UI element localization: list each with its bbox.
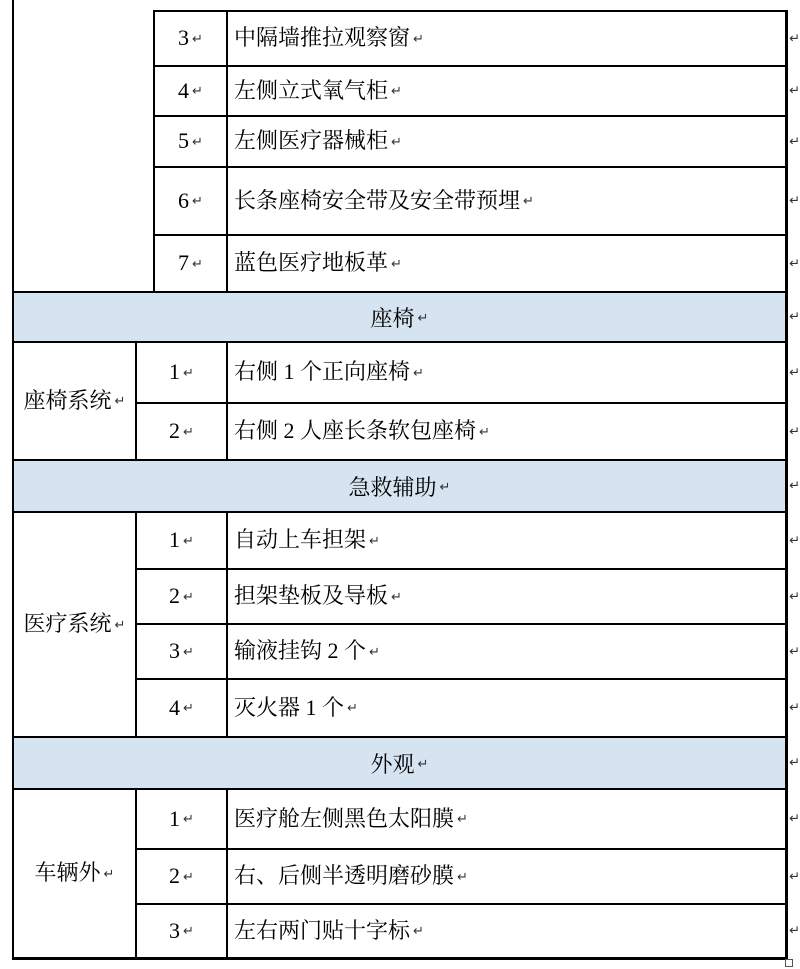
paragraph-mark-icon: ↵ <box>192 84 203 100</box>
row-desc-cell <box>228 343 785 402</box>
table-row <box>155 10 800 65</box>
row-number-cell <box>137 790 228 848</box>
row-desc-cell <box>228 570 785 623</box>
paragraph-mark-icon: ↵ <box>192 134 203 150</box>
table-row <box>137 790 800 848</box>
band-header-appearance <box>14 736 800 790</box>
table-row <box>137 903 800 957</box>
row-desc: 左右两门贴十字标 <box>234 917 411 943</box>
row-desc-cell <box>228 850 785 903</box>
section-label <box>14 513 137 736</box>
paragraph-mark-icon: ↵ <box>114 617 126 633</box>
row-desc-cell <box>228 168 785 234</box>
table-row <box>155 115 800 166</box>
paragraph-mark-icon: ↵ <box>417 310 429 326</box>
end-of-row-mark-icon: ↵ <box>789 424 800 439</box>
paragraph-mark-icon: ↵ <box>103 866 115 882</box>
table-row <box>137 848 800 903</box>
paragraph-mark-icon: ↵ <box>183 589 194 605</box>
end-of-row-mark-icon: ↵ <box>789 309 800 325</box>
row-number-cell <box>137 513 228 568</box>
section-label-text: 车辆外 <box>34 860 101 886</box>
row-number: 4 <box>169 694 181 720</box>
spec-table <box>12 10 800 960</box>
row-number: 6 <box>178 187 190 213</box>
row-number: 2 <box>169 583 181 609</box>
paragraph-mark-icon: ↵ <box>183 812 194 828</box>
row-desc: 输液挂钩 2 个 <box>234 638 367 664</box>
paragraph-mark-icon: ↵ <box>457 812 468 828</box>
row-number-cell <box>155 12 228 65</box>
paragraph-mark-icon: ↵ <box>192 194 203 210</box>
band-header-seats <box>14 291 800 343</box>
end-of-row-mark-icon: ↵ <box>789 589 800 604</box>
section-seat-system <box>14 343 800 459</box>
row-desc: 医疗舱左侧黑色太阳膜 <box>234 805 455 831</box>
paragraph-mark-icon: ↵ <box>369 644 380 660</box>
paragraph-mark-icon: ↵ <box>417 756 429 772</box>
row-number: 1 <box>169 527 181 553</box>
table-left-border-stub <box>12 0 14 10</box>
row-number: 5 <box>178 128 190 154</box>
paragraph-mark-icon: ↵ <box>391 256 402 272</box>
row-number: 1 <box>169 805 181 831</box>
row-number: 7 <box>178 250 190 276</box>
end-of-row-mark-icon: ↵ <box>789 365 800 380</box>
row-desc-cell <box>228 12 785 65</box>
row-desc: 担架垫板及导板 <box>234 583 389 609</box>
row-desc: 长条座椅安全带及安全带预埋 <box>234 187 521 213</box>
end-of-row-mark-icon: ↵ <box>789 923 800 939</box>
end-of-row-mark-icon: ↵ <box>789 755 800 771</box>
row-desc-cell <box>228 790 785 848</box>
end-of-row-mark-icon: ↵ <box>789 700 800 716</box>
paragraph-mark-icon: ↵ <box>457 869 468 885</box>
band-title: 急救辅助 <box>348 474 437 500</box>
end-of-row-mark-icon: ↵ <box>789 533 800 548</box>
paragraph-mark-icon: ↵ <box>183 644 194 660</box>
row-number: 3 <box>178 25 190 51</box>
table-row <box>137 402 800 459</box>
row-number: 3 <box>169 638 181 664</box>
paragraph-mark-icon: ↵ <box>183 533 194 549</box>
paragraph-mark-icon: ↵ <box>391 84 402 100</box>
row-number-cell <box>137 343 228 402</box>
row-number: 2 <box>169 418 181 444</box>
paragraph-mark-icon: ↵ <box>523 194 534 210</box>
section-medical-system <box>14 513 800 736</box>
paragraph-mark-icon: ↵ <box>192 31 203 47</box>
row-desc: 左侧立式氧气柜 <box>234 77 389 103</box>
paragraph-mark-icon: ↵ <box>183 701 194 717</box>
paragraph-mark-icon: ↵ <box>391 589 402 605</box>
row-number: 3 <box>169 917 181 943</box>
row-number-cell <box>155 117 228 166</box>
table-row <box>137 343 800 402</box>
row-desc: 右侧 1 个正向座椅 <box>234 359 411 385</box>
row-desc: 自动上车担架 <box>234 527 367 553</box>
table-row <box>137 678 800 736</box>
row-desc-cell <box>228 513 785 568</box>
end-of-row-mark-icon: ↵ <box>789 811 800 827</box>
row-desc-cell <box>228 236 785 291</box>
section-label <box>14 790 137 957</box>
row-number: 4 <box>178 77 190 103</box>
row-desc: 灭火器 1 个 <box>234 694 345 720</box>
row-desc-cell <box>228 67 785 115</box>
paragraph-mark-icon: ↵ <box>369 533 380 549</box>
band-title: 座椅 <box>370 305 415 331</box>
end-of-row-mark-icon: ↵ <box>789 869 800 884</box>
row-desc-cell <box>228 404 785 459</box>
end-of-row-mark-icon: ↵ <box>789 256 800 271</box>
section-label-text: 座椅系统 <box>23 387 112 413</box>
section-continued <box>14 10 800 291</box>
row-number-cell <box>155 236 228 291</box>
table-row <box>155 234 800 291</box>
row-number-cell <box>137 905 228 957</box>
end-of-row-mark-icon: ↵ <box>789 83 800 99</box>
row-desc: 左侧医疗器械柜 <box>234 128 389 154</box>
row-desc-cell <box>228 625 785 678</box>
row-desc-cell <box>228 680 785 736</box>
paragraph-mark-icon: ↵ <box>479 424 490 440</box>
paragraph-mark-icon: ↵ <box>391 134 402 150</box>
section-vehicle-exterior <box>14 790 800 957</box>
paragraph-mark-icon: ↵ <box>114 394 126 410</box>
table-row <box>155 166 800 234</box>
paragraph-mark-icon: ↵ <box>192 256 203 272</box>
section-label <box>14 343 137 459</box>
row-desc-cell <box>228 905 785 957</box>
row-desc-cell <box>228 117 785 166</box>
table-row <box>137 513 800 568</box>
row-number-cell <box>137 625 228 678</box>
paragraph-mark-icon: ↵ <box>183 424 194 440</box>
end-of-row-mark-icon: ↵ <box>789 644 800 659</box>
band-title: 外观 <box>370 751 415 777</box>
paragraph-mark-icon: ↵ <box>183 869 194 885</box>
row-number-cell <box>155 168 228 234</box>
row-desc: 中隔墙推拉观察窗 <box>234 25 411 51</box>
paragraph-mark-icon: ↵ <box>413 31 424 47</box>
table-row <box>155 65 800 115</box>
row-number-cell <box>137 850 228 903</box>
row-number: 2 <box>169 863 181 889</box>
section-label-text: 医疗系统 <box>23 611 112 637</box>
row-number-cell <box>137 404 228 459</box>
paragraph-mark-icon: ↵ <box>413 365 424 381</box>
row-number: 1 <box>169 359 181 385</box>
paragraph-mark-icon: ↵ <box>183 924 194 940</box>
row-desc: 右、后侧半透明磨砂膜 <box>234 863 455 889</box>
end-of-row-mark-icon: ↵ <box>789 134 800 149</box>
row-desc: 蓝色医疗地板革 <box>234 250 389 276</box>
section-label-empty <box>14 10 155 291</box>
row-number-cell <box>155 67 228 115</box>
paragraph-mark-icon: ↵ <box>413 924 424 940</box>
band-header-first-aid <box>14 459 800 513</box>
paragraph-mark-icon: ↵ <box>439 479 451 495</box>
end-of-row-mark-icon: ↵ <box>789 31 800 46</box>
paragraph-mark-icon: ↵ <box>183 365 194 381</box>
paragraph-mark-icon: ↵ <box>347 701 358 717</box>
table-row <box>137 568 800 623</box>
row-number-cell <box>137 680 228 736</box>
row-number-cell <box>137 570 228 623</box>
row-desc: 右侧 2 人座长条软包座椅 <box>234 418 477 444</box>
table-row <box>137 623 800 678</box>
end-of-row-mark-icon: ↵ <box>789 478 800 494</box>
table-resize-handle[interactable] <box>785 959 793 967</box>
end-of-row-mark-icon: ↵ <box>789 193 800 209</box>
